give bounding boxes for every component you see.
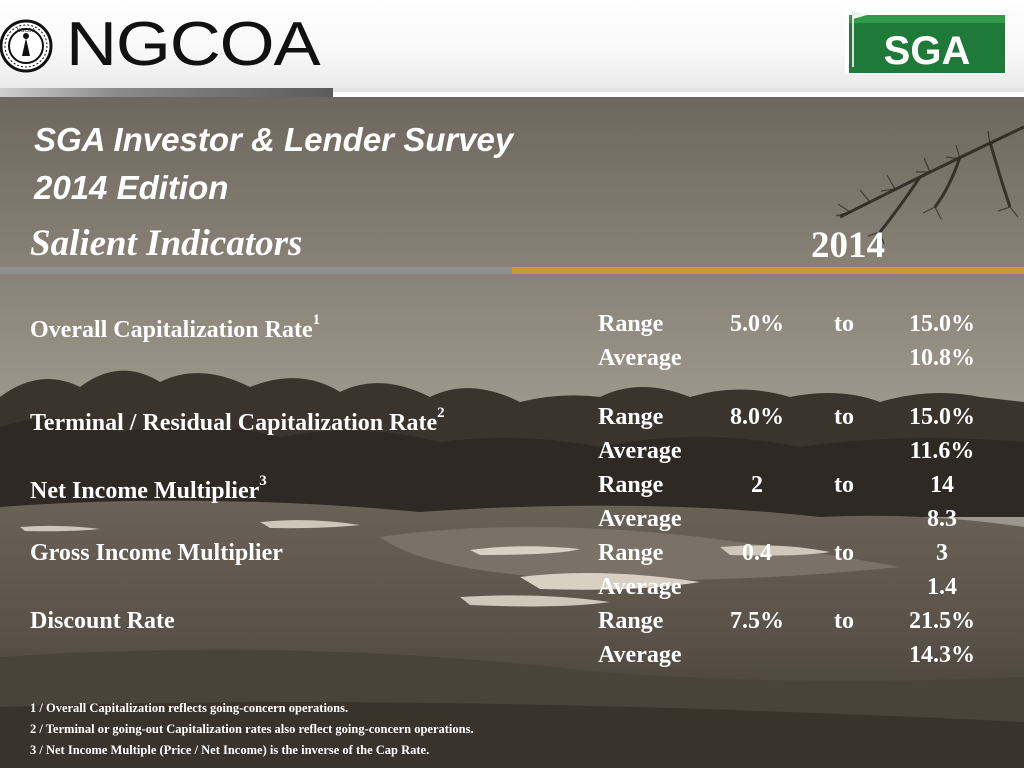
indicator-name: Overall Capitalization Rate$^1$: [30, 312, 321, 343]
footnotes: [30, 698, 474, 761]
divider-gray: [0, 267, 512, 274]
average-label: Average: [598, 574, 682, 600]
section-heading: Salient Indicators: [30, 223, 303, 264]
range-to: to: [834, 608, 854, 634]
average-label: Average: [598, 345, 682, 371]
average-label: Average: [598, 642, 682, 668]
footnote-3: 3 / Net Income Multiple (Price / Net Income) is the inverse of the Cap Rate.: [30, 743, 430, 757]
average-value: 1.4: [927, 574, 957, 600]
average-value: 8.3: [927, 506, 957, 532]
indicator-name: Discount Rate: [30, 608, 175, 634]
average-value: 14.3%: [909, 642, 975, 668]
range-high: 15.0%: [909, 404, 975, 430]
divider-gold: [512, 267, 1024, 274]
range-label: Range: [598, 540, 664, 566]
indicator-name: Net Income Multiplier$^3$: [30, 473, 267, 504]
range-label: Range: [598, 311, 664, 337]
range-label: Range: [598, 608, 664, 634]
range-to: to: [834, 404, 854, 430]
average-label: Average: [598, 438, 682, 464]
footnote-marker: 3: [259, 473, 267, 489]
ngcoa-seal-logo: [0, 14, 56, 78]
indicator-name: Terminal / Residual Capitalization Rate$^2$: [30, 405, 445, 436]
range-to: to: [834, 472, 854, 498]
title-line-1: SGA Investor & Lender Survey: [34, 121, 514, 158]
range-low: 0.4: [742, 540, 772, 566]
footnote-marker: 1: [312, 312, 321, 328]
slide-title: [34, 116, 513, 212]
ngcoa-brand-text: NGCOA: [66, 10, 320, 79]
range-label: Range: [598, 404, 664, 430]
footnote-1: 1 / Overall Capitalization reflects going-concern operations.: [30, 701, 349, 715]
average-value: 10.8%: [909, 345, 975, 371]
average-value: 11.6%: [909, 438, 975, 464]
year-heading: 2014: [811, 225, 885, 266]
indicator-name: Gross Income Multiplier: [30, 540, 283, 566]
range-high: 14: [930, 472, 954, 498]
title-line-2: 2014 Edition: [34, 169, 229, 206]
average-label: Average: [598, 506, 682, 532]
seal-text: NGCOA: [16, 28, 36, 34]
range-high: 15.0%: [909, 311, 975, 337]
range-to: to: [834, 311, 854, 337]
range-low: 8.0%: [730, 404, 784, 430]
footnote-marker: 2: [437, 405, 445, 421]
header-accent-dark: [0, 88, 333, 97]
range-low: 7.5%: [730, 608, 784, 634]
range-to: to: [834, 540, 854, 566]
footnote-2: 2 / Terminal or going-out Capitalization rates also reflect going-concern operations.: [30, 722, 474, 736]
range-low: 2: [751, 472, 763, 498]
sga-logo-text: SGA: [883, 29, 971, 73]
header-bar: [0, 0, 1024, 92]
range-high: 21.5%: [909, 608, 975, 634]
sga-logo: [845, 7, 1007, 74]
range-low: 5.0%: [730, 311, 784, 337]
range-high: 3: [936, 540, 948, 566]
header-accent-light: [333, 88, 1024, 92]
range-label: Range: [598, 472, 664, 498]
